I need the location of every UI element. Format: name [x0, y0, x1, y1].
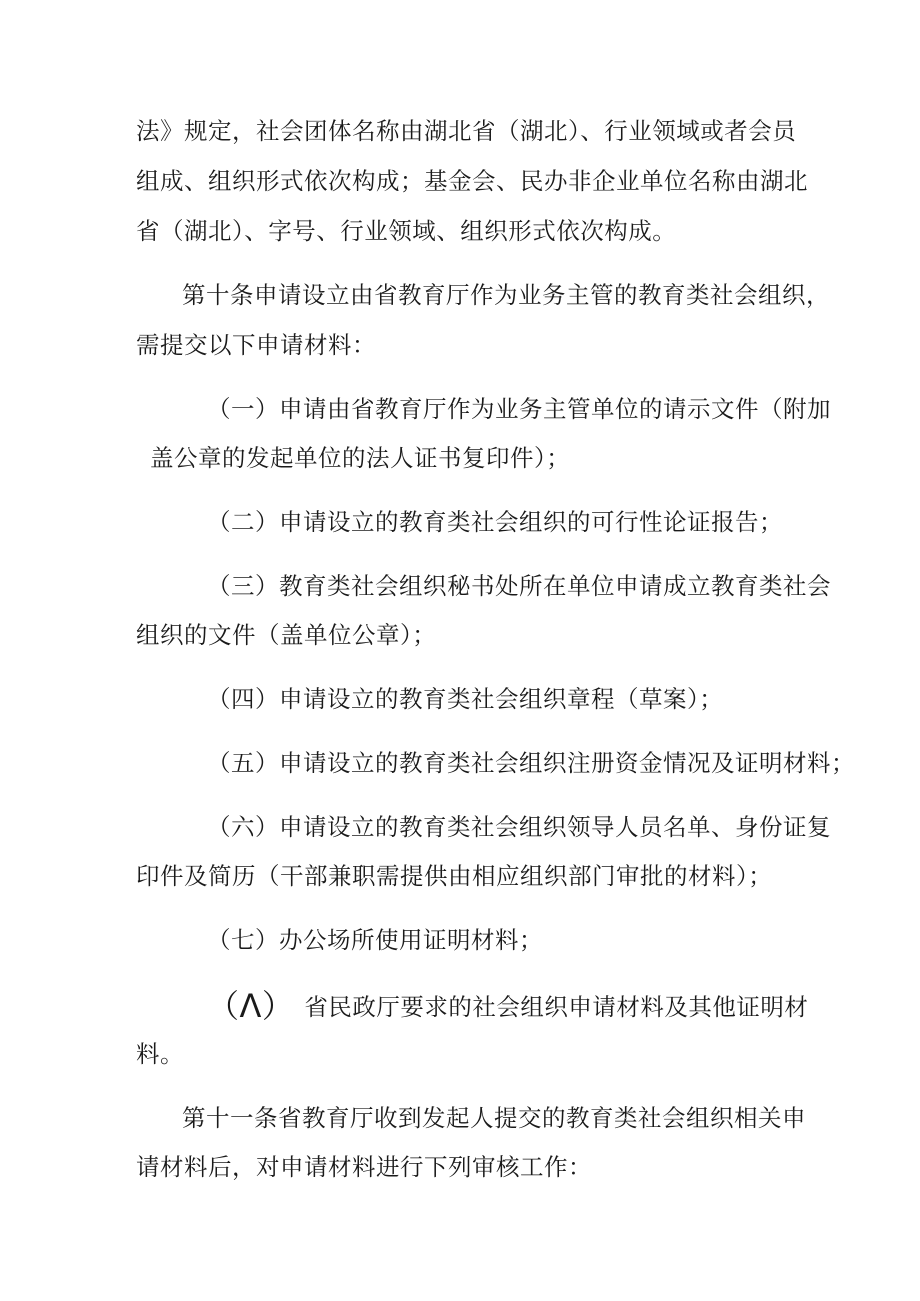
text-line: 组成、组织形式依次构成；基金会、民办非企业单位名称由湖北 [136, 167, 808, 195]
list-item-5: （五）申请设立的教育类社会组织注册资金情况及证明材料； [207, 749, 855, 777]
list-item-6: （六）申请设立的教育类社会组织领导人员名单、身份证复 [207, 813, 831, 841]
list-item-7: （七）办公场所使用证明材料； [207, 926, 543, 954]
list-item-2: （二）申请设立的教育类社会组织的可行性论证报告； [207, 508, 783, 536]
list-item-1: （一）申请由省教育厅作为业务主管单位的请示文件（附加 [207, 395, 831, 423]
list-item-4: （四）申请设立的教育类社会组织章程（草案）； [207, 685, 724, 713]
text-line: 请材料后，对申请材料进行下列审核工作： [136, 1153, 592, 1181]
text-line: 需提交以下申请材料： [136, 331, 376, 359]
list-item-3: （三）教育类社会组织秘书处所在单位申请成立教育类社会 [207, 572, 831, 600]
text-line: 料。 [136, 1040, 184, 1068]
article-11-heading: 第十一条省教育厅收到发起人提交的教育类社会组织相关申 [182, 1104, 806, 1132]
text-line: 盖公章的发起单位的法人证书复印件）； [150, 444, 571, 472]
article-10-heading: 第十条申请设立由省教育厅作为业务主管的教育类社会组织， [182, 281, 830, 309]
list-item-8 [207, 987, 809, 1025]
list-item-8-marker: （Λ） [207, 987, 295, 1025]
text-line: 印件及简历（干部兼职需提供由相应组织部门审批的材料）； [136, 862, 773, 890]
list-item-8-text: 省民政厅要求的社会组织申请材料及其他证明材 [304, 993, 809, 1021]
text-line: 组织的文件（盖单位公章）； [136, 621, 437, 649]
text-line: 省（湖北）、字号、行业领域、组织形式依次构成。 [136, 217, 677, 245]
text-line: 法》规定，社会团体名称由湖北省（湖北）、行业领域或者会员 [136, 117, 797, 145]
